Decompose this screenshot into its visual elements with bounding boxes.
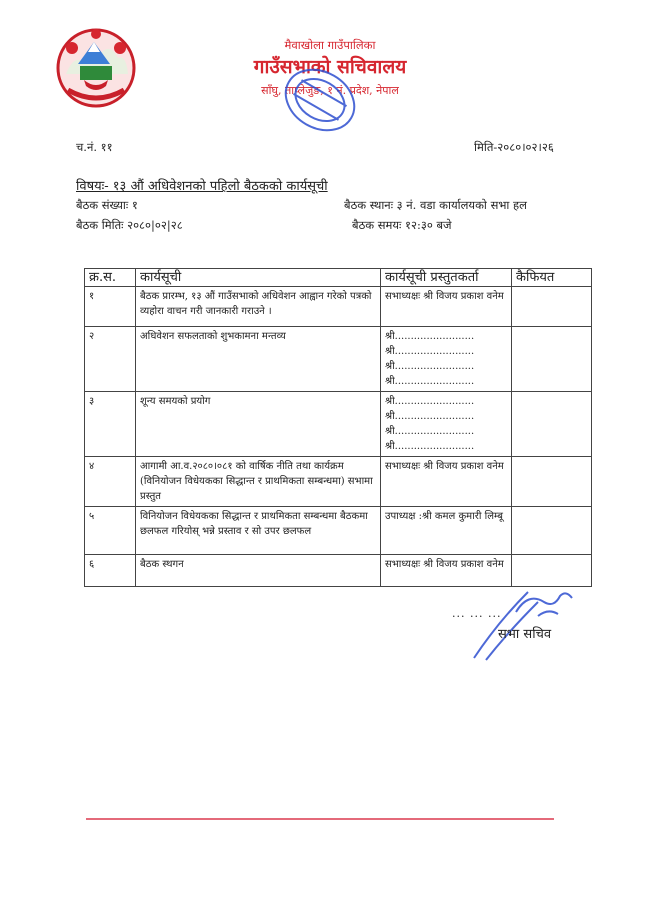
office-address: साँघु, ताप्लेजुङ, १ नं. प्रदेश, नेपाल — [261, 84, 399, 97]
letter-date: मिति-२०८०।०२।२६ — [474, 140, 554, 154]
presenter-blank: श्री......................... — [385, 346, 475, 357]
header-remarks: कैफियत — [512, 269, 592, 287]
header-serial: क्र.स. — [85, 269, 136, 287]
serial-cell: २ — [85, 327, 136, 392]
remarks-cell — [512, 327, 592, 392]
serial-cell: ५ — [85, 507, 136, 555]
office-name: गाउँसभाको सचिवालय — [253, 56, 407, 78]
presenter-blank: श्री......................... — [385, 376, 475, 387]
table-row — [85, 392, 592, 457]
agenda-cell: अधिवेशन सफलताको शुभकामना मन्तव्य — [136, 327, 381, 392]
presenter-blank: श्री......................... — [385, 361, 475, 372]
agenda-cell: बैठक स्थगन — [136, 555, 381, 587]
secretary-stamp-signature — [468, 582, 578, 662]
presenter-cell — [381, 507, 512, 555]
serial-cell: १ — [85, 287, 136, 327]
presenter-blank: श्री......................... — [385, 441, 475, 452]
agenda-cell: शून्य समयको प्रयोग — [136, 392, 381, 457]
presenter-cell — [381, 392, 512, 457]
agenda-table — [84, 268, 592, 587]
serial-cell: ४ — [85, 457, 136, 507]
meeting-place: बैठक स्थानः ३ नं. वडा कार्यालयको सभा हल — [344, 198, 527, 212]
presenter-blank: श्री......................... — [385, 426, 475, 437]
table-row — [85, 457, 592, 507]
signatory-title: सभा सचिव — [498, 627, 552, 642]
agenda-cell: बैठक प्रारम्भ, १३ औं गाउँसभाको अधिवेशन आह्वान गरेको पत्रको व्यहोरा वाचन गरी जानकारी गराउने । — [136, 287, 381, 327]
meeting-time: बैठक समयः १२:३० बजे — [352, 218, 452, 232]
table-header-row — [85, 269, 592, 287]
remarks-cell — [512, 457, 592, 507]
municipality-name: मैवाखोला गाउँपालिका — [284, 38, 376, 52]
office-seal-stamp — [270, 60, 370, 140]
presenter-name: सभाध्यक्षः श्री विजय प्रकाश वनेम — [385, 559, 504, 570]
presenter-name: उपाध्यक्ष :श्री कमल कुमारी लिम्बू — [385, 511, 503, 522]
subject-line: विषयः- १३ औं अधिवेशनको पहिलो बैठकको कार्यसूची — [76, 179, 328, 194]
serial-cell: ३ — [85, 392, 136, 457]
remarks-cell — [512, 392, 592, 457]
serial-cell: ६ — [85, 555, 136, 587]
presenter-name: सभाध्यक्षः श्री विजय प्रकाश वनेम — [385, 291, 504, 302]
remarks-cell — [512, 287, 592, 327]
presenter-cell — [381, 327, 512, 392]
meeting-number: बैठक संख्याः १ — [76, 198, 138, 212]
table-row — [85, 507, 592, 555]
nepal-emblem-icon — [54, 24, 138, 110]
presenter-name: सभाध्यक्षः श्री विजय प्रकाश वनेम — [385, 461, 504, 472]
presenter-blank: श्री......................... — [385, 331, 475, 342]
header-agenda: कार्यसूची — [136, 269, 381, 287]
header-presenter: कार्यसूची प्रस्तुतकर्ता — [381, 269, 512, 287]
agenda-cell: आगामी आ.व.२०८०।०८१ को वार्षिक नीति तथा कार्यक्रम (विनियोजन विधेयकका सिद्धान्त र प्राथमिकता सम्बन्धमा) सभामा प्रस्तुत — [136, 457, 381, 507]
footer-divider — [86, 818, 554, 820]
meeting-date: बैठक मितिः २०८०|०२|२८ — [76, 218, 183, 232]
reference-number: च.नं. ११ — [76, 140, 113, 154]
signature-dots: ... ... ... — [452, 607, 502, 620]
agenda-cell: विनियोजन विधेयकका सिद्धान्त र प्राथमिकता सम्बन्धमा बैठकमा छलफल गरियोस् भन्ने प्रस्ताव र सो उपर छलफल — [136, 507, 381, 555]
table-row — [85, 287, 592, 327]
presenter-blank: श्री......................... — [385, 396, 475, 407]
presenter-cell — [381, 457, 512, 507]
presenter-blank: श्री......................... — [385, 411, 475, 422]
remarks-cell — [512, 507, 592, 555]
table-row — [85, 327, 592, 392]
presenter-cell — [381, 287, 512, 327]
